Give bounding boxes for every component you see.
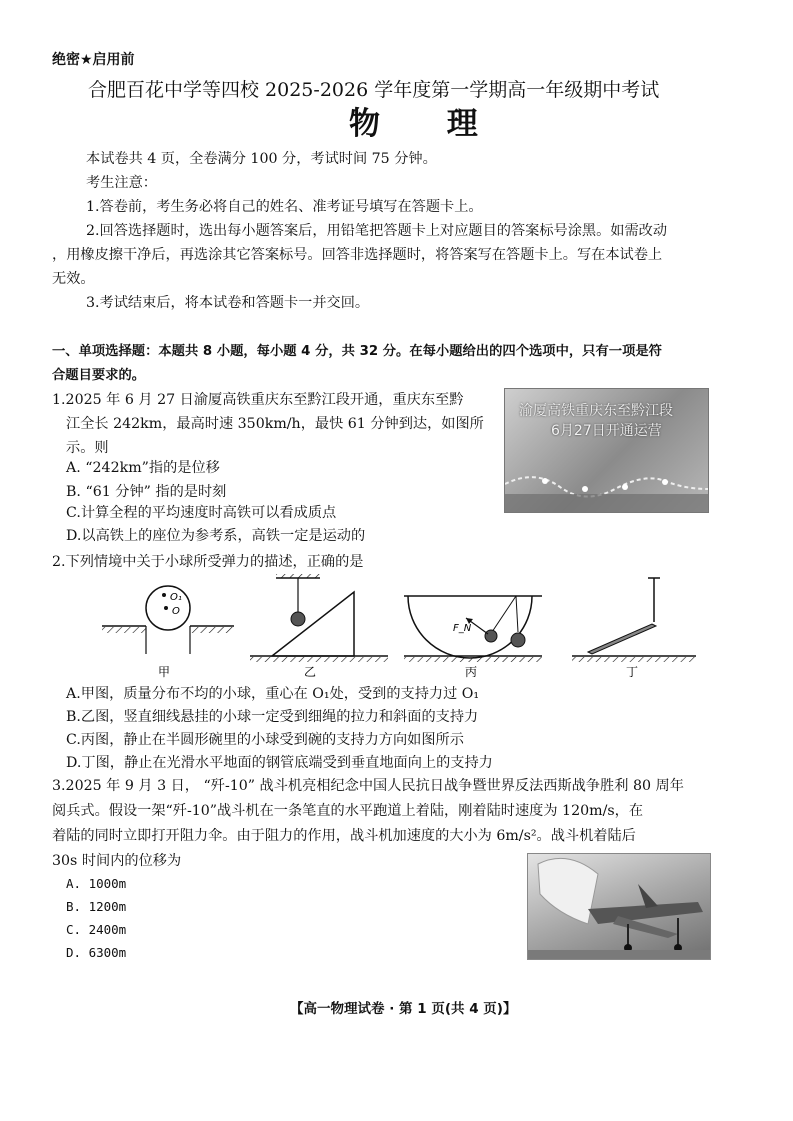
notice-2b: ，用橡皮擦干净后，再选涂其它答案标号。回答非选择题时，将答案写在答题卡上。写在本试卷上 [52,247,663,263]
q2-option-c: C.丙图，静止在半圆形碗里的小球受到碗的支持力方向如图所示 [66,732,464,748]
q1-option-a: A. “242km”指的是位移 [66,460,220,476]
fighter-jet-graphic [528,854,710,959]
figure-ding [572,578,696,679]
q1-stem-2: 江全长 242km，最高时速 350km/h，最快 61 分钟到达，如图所 [66,416,484,432]
railway-photo [504,388,709,513]
notice-1: 1.答卷前，考生务必将自己的姓名、准考证号填写在答题卡上。 [86,199,483,215]
q2-option-d: D.丁图，静止在光滑水平地面的钢管底端受到垂直地面向上的支持力 [66,755,493,771]
q1-option-c: C.计算全程的平均速度时高铁可以看成质点 [66,505,337,521]
exam-title: 合肥百花中学等四校 2025-2026 学年度第一学期高一年级期中考试 [88,79,660,101]
q1-stem-1: 1.2025 年 6 月 27 日渝厦高铁重庆东至黔江段开通，重庆东至黔 [52,392,464,408]
subject-title: 物 理 [349,106,506,142]
figure-yi [250,574,388,679]
q3-option-b: B. 1200m [66,899,127,914]
section-heading-cont: 合题目要求的。 [52,368,146,383]
q1-stem-3: 示。则 [66,440,109,456]
q3-option-d: D. 6300m [66,945,127,960]
q3-stem-2: 阅兵式。假设一架“歼-10”战斗机在一条笔直的水平跑道上着陆，刚着陆时速度为 120m/s，在 [52,803,644,819]
figure-bing [404,596,542,679]
label-o1: O₁ [170,592,182,603]
q3-option-c: C. 2400m [66,922,127,937]
confidential-mark: 绝密★启用前 [52,52,135,68]
label-ding: 丁 [626,665,639,679]
page-footer: 【高一物理试卷 · 第 1 页(共 4 页)】 [290,1001,517,1017]
q3-option-a: A. 1000m [66,876,127,891]
q3-stem-3: 着陆的同时立即打开阻力伞。由于阻力的作用，战斗机加速度的大小为 6m/s²。战斗机着陆后 [52,828,636,844]
label-jia: 甲 [158,665,171,679]
q1-option-b: B. “61 分钟” 指的是时刻 [66,484,227,500]
label-fn: F_N [453,623,472,634]
q3-stem-1: 3.2025 年 9 月 3 日， “歼-10” 战斗机亮相纪念中国人民抗日战争暨世界反法西斯战争胜利 80 周年 [52,778,684,794]
photo-caption-2: 6月27日开通运营 [551,423,662,439]
section-heading: 一、单项选择题：本题共 8 小题，每小题 4 分，共 32 分。在每小题给出的四个选项中，只有一项是符 [52,344,662,359]
notice-2a: 2.回答选择题时，选出每小题答案后，用铅笔把答题卡上对应题目的答案标号涂黑。如需改动 [86,223,668,239]
intro-line: 本试卷共 4 页，全卷满分 100 分，考试时间 75 分钟。 [86,151,437,167]
label-yi: 乙 [304,665,317,679]
q2-stem: 2.下列情境中关于小球所受弹力的描述，正确的是 [52,554,364,570]
label-o: O [172,606,180,617]
notice-3: 3.考试结束后，将本试卷和答题卡一并交回。 [86,295,370,311]
figure-jia [102,586,234,679]
notice-2c: 无效。 [52,271,95,287]
photo-caption-1: 渝厦高铁重庆东至黔江段 [519,403,673,419]
railway-route-graphic [505,389,708,512]
notice-title: 考生注意： [86,175,157,191]
fighter-jet-photo [527,853,711,960]
q2-figures [98,574,698,684]
q3-stem-4: 30s 时间内的位移为 [52,853,182,869]
q2-option-b: B.乙图，竖直细线悬挂的小球一定受到细绳的拉力和斜面的支持力 [66,709,479,725]
label-bing: 丙 [465,665,478,679]
q2-option-a: A.甲图，质量分布不均的小球，重心在 O₁处，受到的支持力过 O₁ [66,686,480,702]
q1-option-d: D.以高铁上的座位为参考系，高铁一定是运动的 [66,528,366,544]
